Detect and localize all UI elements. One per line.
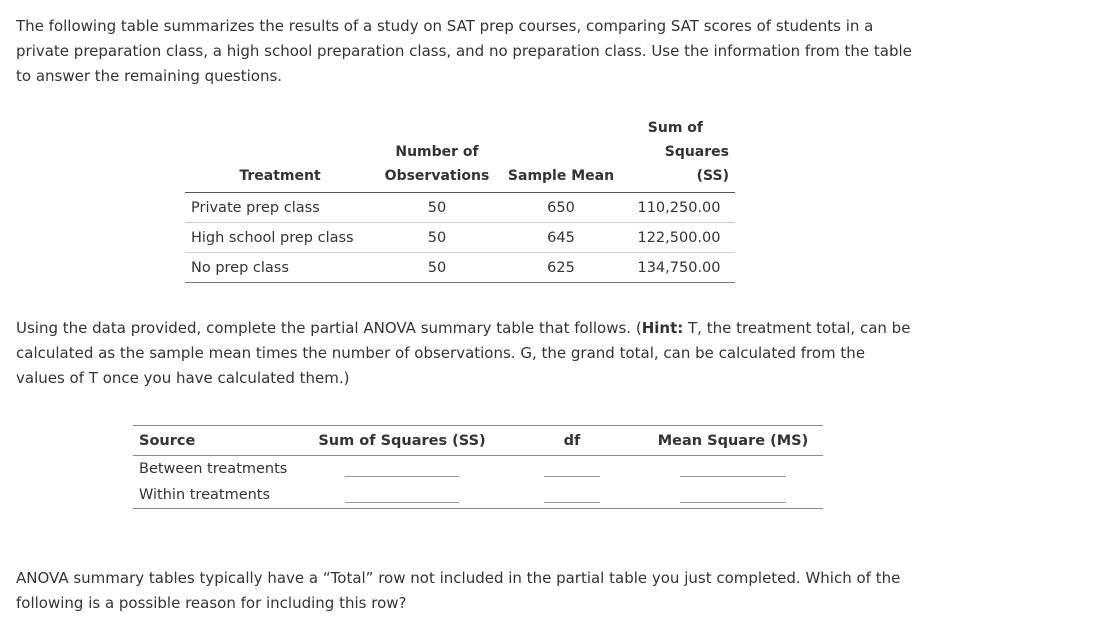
cell-df-between: [501, 456, 643, 483]
study-results-table: [185, 114, 735, 283]
instructions-part1: Using the data provided, complete the partial ANOVA summary table that follows. (: [16, 319, 642, 337]
table-row: [133, 456, 823, 483]
answer-blank-ss-between[interactable]: [345, 476, 459, 477]
question-paragraph: ANOVA summary tables typically have a “Total” row not included in the partial table you just completed. Which of the following is a possible reason for including this row?: [16, 569, 901, 612]
cell-sum-of-squares: 122,500.00: [623, 223, 735, 253]
answer-blank-ms-between[interactable]: [680, 476, 786, 477]
study-header-row: [185, 114, 735, 193]
cell-treatment: High school prep class: [185, 223, 375, 253]
table-row: [133, 482, 823, 509]
anova-header-row: [133, 426, 823, 456]
cell-observations: 50: [375, 223, 499, 253]
instructions-paragraph: [16, 316, 916, 391]
cell-sum-of-squares: 134,750.00: [623, 253, 735, 283]
header-ss-line1: Sum of: [647, 120, 703, 136]
answer-blank-ss-within[interactable]: [345, 502, 459, 503]
cell-sum-of-squares: 110,250.00: [623, 193, 735, 223]
cell-sample-mean: 650: [499, 193, 623, 223]
header-ss-line2: Squares (SS): [664, 144, 729, 184]
table-row: [185, 253, 735, 283]
header-treatment: Treatment: [239, 168, 321, 184]
header-observations-line2: Observations: [384, 168, 490, 184]
header-source: Source: [133, 426, 303, 456]
header-anova-ms: Mean Square (MS): [643, 426, 823, 456]
intro-paragraph: The following table summarizes the results of a study on SAT prep courses, comparing SAT scores of students in a private preparation class, a high school preparation class, and no preparation class. Use the information from the table to answer the remaining questions.: [16, 17, 912, 85]
cell-ms-between: [643, 456, 823, 483]
header-observations: [375, 114, 499, 193]
table-row: [185, 193, 735, 223]
table-row: [185, 223, 735, 253]
answer-blank-ms-within[interactable]: [680, 502, 786, 503]
cell-sample-mean: 625: [499, 253, 623, 283]
cell-source-between: Between treatments: [139, 461, 288, 477]
hint-label: Hint:: [641, 319, 684, 337]
cell-observations: 50: [375, 193, 499, 223]
header-anova-df: df: [501, 426, 643, 456]
answer-blank-df-between[interactable]: [544, 476, 600, 477]
cell-ms-within: [643, 482, 823, 509]
header-sample-mean: Sample Mean: [507, 168, 615, 184]
cell-ss-between: [303, 456, 501, 483]
cell-sample-mean: 645: [499, 223, 623, 253]
answer-blank-df-within[interactable]: [544, 502, 600, 503]
cell-treatment: Private prep class: [185, 193, 375, 223]
cell-ss-within: [303, 482, 501, 509]
cell-treatment: No prep class: [185, 253, 375, 283]
header-sum-of-squares: [623, 114, 735, 193]
cell-df-within: [501, 482, 643, 509]
header-anova-ss: Sum of Squares (SS): [303, 426, 501, 456]
cell-source-within: Within treatments: [133, 482, 303, 509]
cell-observations: 50: [375, 253, 499, 283]
anova-summary-table: [133, 425, 823, 509]
instructions-part2: T, the treatment total, can be calculated as the sample mean times the number of observations. G, the grand total, can be calculated from the values of T once you have calculated them.): [16, 319, 911, 387]
header-observations-line1: Number of: [395, 144, 479, 160]
